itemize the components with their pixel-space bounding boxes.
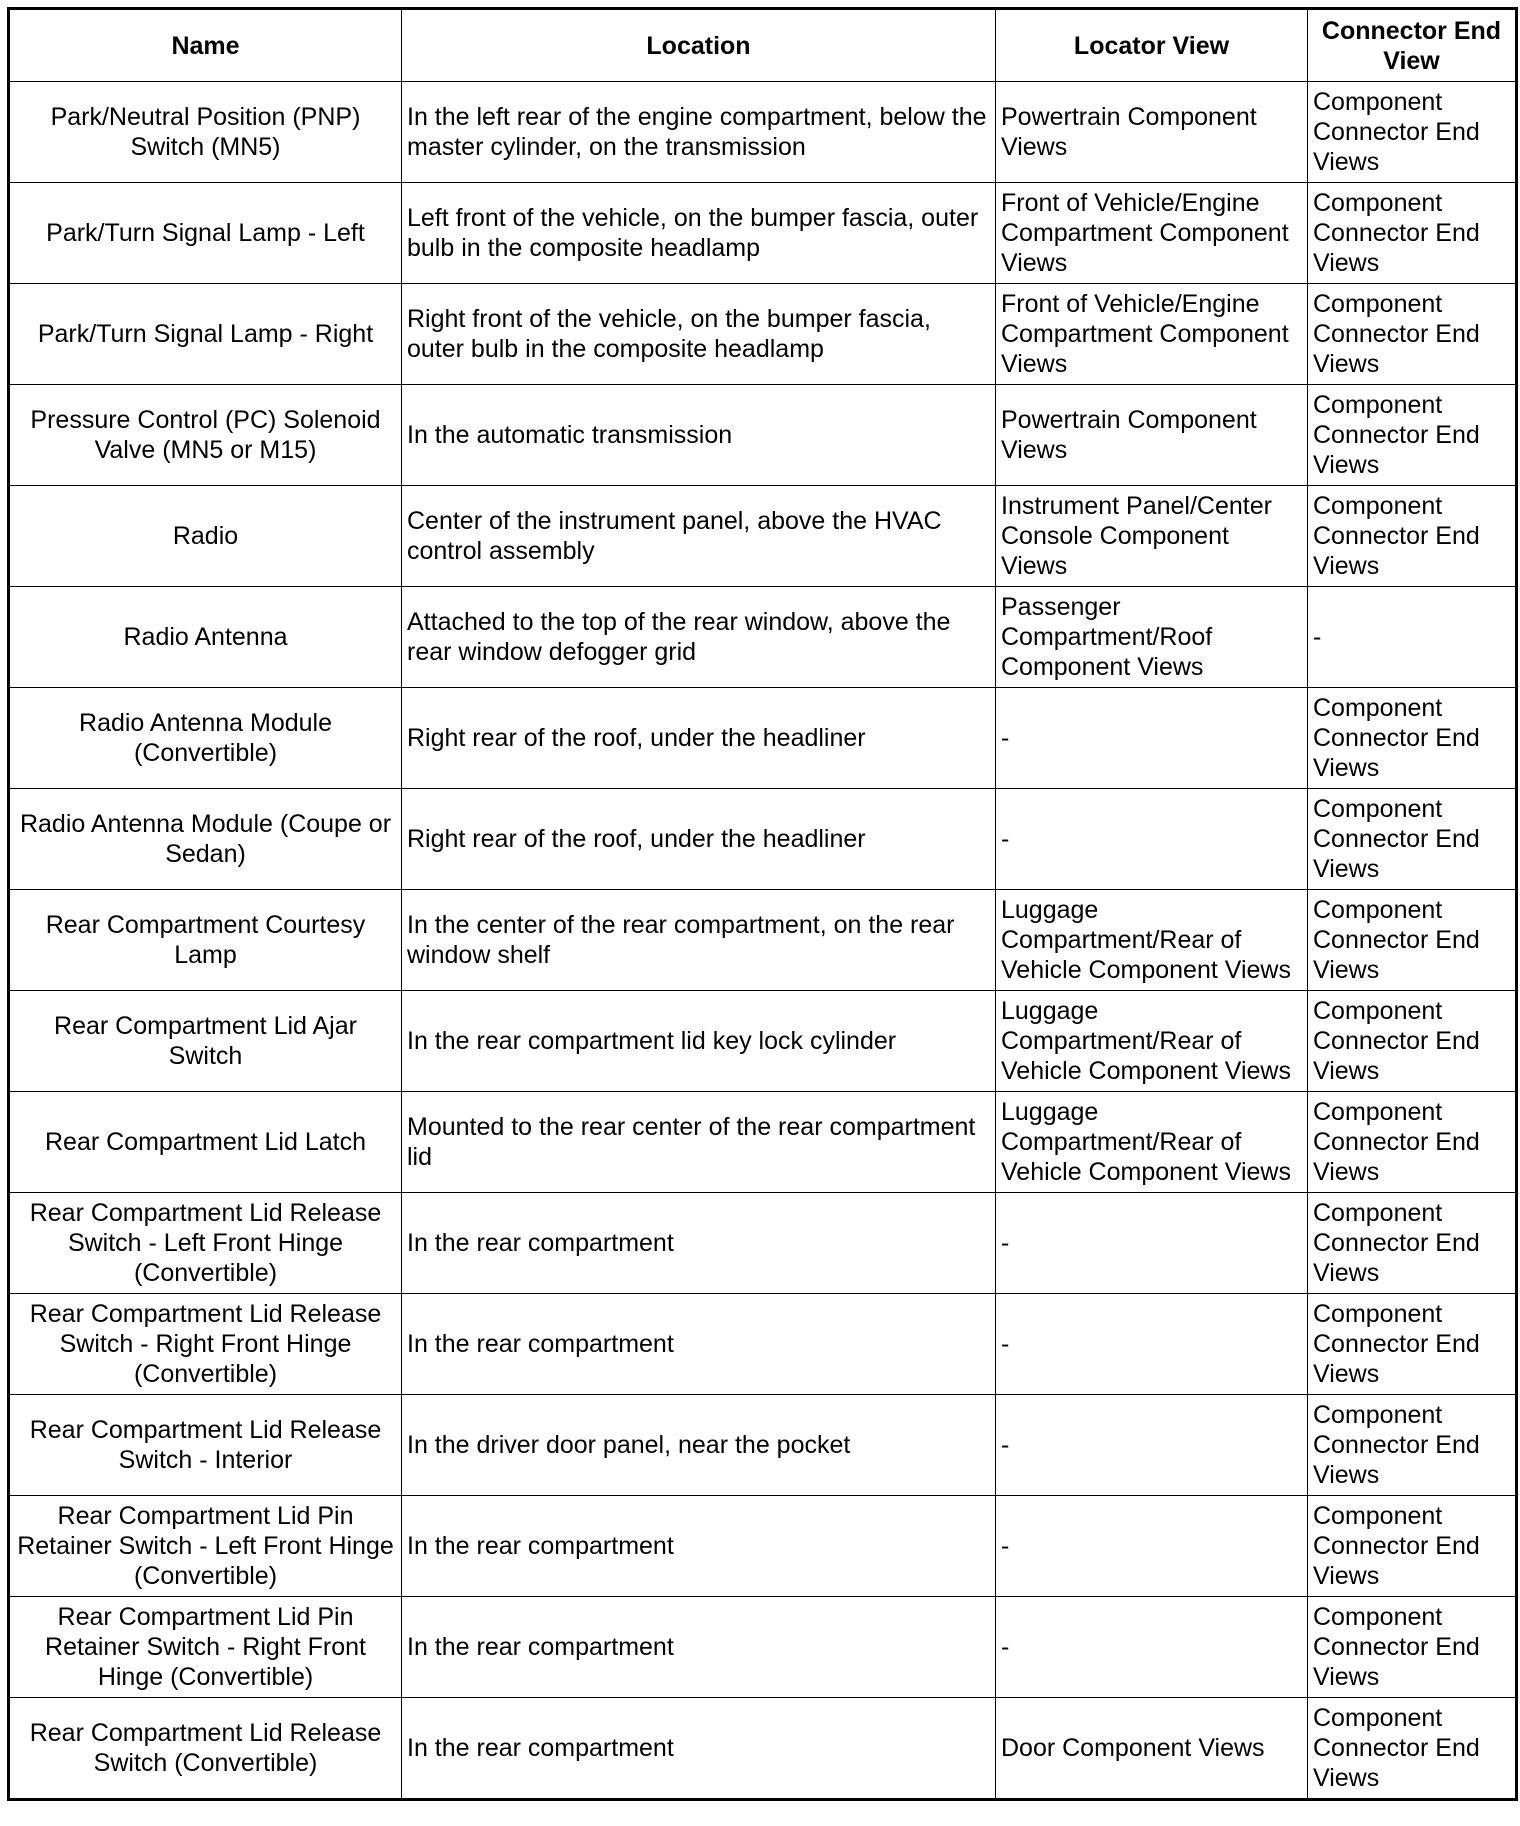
cell-name: Park/Neutral Position (PNP) Switch (MN5) [9, 82, 402, 183]
header-locator-view: Locator View [996, 9, 1308, 82]
cell-connector-end-view: - [1308, 587, 1517, 688]
table-row [9, 1092, 1517, 1193]
cell-location: In the driver door panel, near the pocket [402, 1395, 996, 1496]
cell-locator-view: Luggage Compartment/Rear of Vehicle Component Views [996, 1092, 1308, 1193]
cell-connector-end-view: Component Connector End Views [1308, 183, 1517, 284]
cell-connector-end-view: Component Connector End Views [1308, 1092, 1517, 1193]
cell-location: Right front of the vehicle, on the bumper fascia, outer bulb in the composite headlamp [402, 284, 996, 385]
cell-connector-end-view: Component Connector End Views [1308, 486, 1517, 587]
cell-locator-view: Luggage Compartment/Rear of Vehicle Component Views [996, 890, 1308, 991]
cell-locator-view: - [996, 688, 1308, 789]
cell-connector-end-view: Component Connector End Views [1308, 991, 1517, 1092]
cell-locator-view: Front of Vehicle/Engine Compartment Component Views [996, 183, 1308, 284]
cell-name: Radio Antenna [9, 587, 402, 688]
table-row [9, 284, 1517, 385]
cell-location: In the center of the rear compartment, on the rear window shelf [402, 890, 996, 991]
table-row [9, 1597, 1517, 1698]
cell-location: In the rear compartment [402, 1496, 996, 1597]
cell-location: In the rear compartment [402, 1294, 996, 1395]
cell-connector-end-view: Component Connector End Views [1308, 284, 1517, 385]
cell-location: In the rear compartment [402, 1193, 996, 1294]
table-row [9, 486, 1517, 587]
table-row [9, 385, 1517, 486]
table-row [9, 1193, 1517, 1294]
cell-location: Mounted to the rear center of the rear compartment lid [402, 1092, 996, 1193]
table-row [9, 688, 1517, 789]
cell-name: Rear Compartment Lid Release Switch (Convertible) [9, 1698, 402, 1800]
header-row [9, 9, 1517, 82]
cell-locator-view: Door Component Views [996, 1698, 1308, 1800]
table-row [9, 1395, 1517, 1496]
table-body [9, 82, 1517, 1800]
cell-location: Center of the instrument panel, above the HVAC control assembly [402, 486, 996, 587]
cell-name: Rear Compartment Courtesy Lamp [9, 890, 402, 991]
cell-location: In the rear compartment lid key lock cylinder [402, 991, 996, 1092]
table-row [9, 82, 1517, 183]
header-location: Location [402, 9, 996, 82]
cell-location: Right rear of the roof, under the headliner [402, 688, 996, 789]
cell-location: In the rear compartment [402, 1597, 996, 1698]
cell-location: In the rear compartment [402, 1698, 996, 1800]
cell-connector-end-view: Component Connector End Views [1308, 789, 1517, 890]
cell-connector-end-view: Component Connector End Views [1308, 1698, 1517, 1800]
cell-name: Park/Turn Signal Lamp - Left [9, 183, 402, 284]
cell-locator-view: - [996, 789, 1308, 890]
header-connector-end-view: Connector End View [1308, 9, 1517, 82]
cell-connector-end-view: Component Connector End Views [1308, 1193, 1517, 1294]
table-header [9, 9, 1517, 82]
cell-name: Rear Compartment Lid Release Switch - Right Front Hinge (Convertible) [9, 1294, 402, 1395]
cell-connector-end-view: Component Connector End Views [1308, 1597, 1517, 1698]
table-row [9, 183, 1517, 284]
cell-locator-view: Passenger Compartment/Roof Component Views [996, 587, 1308, 688]
cell-locator-view: - [996, 1395, 1308, 1496]
cell-locator-view: Instrument Panel/Center Console Component Views [996, 486, 1308, 587]
table-row [9, 1496, 1517, 1597]
cell-name: Rear Compartment Lid Release Switch - Left Front Hinge (Convertible) [9, 1193, 402, 1294]
cell-locator-view: Front of Vehicle/Engine Compartment Component Views [996, 284, 1308, 385]
cell-location: Left front of the vehicle, on the bumper fascia, outer bulb in the composite headlamp [402, 183, 996, 284]
cell-connector-end-view: Component Connector End Views [1308, 688, 1517, 789]
cell-locator-view: Luggage Compartment/Rear of Vehicle Component Views [996, 991, 1308, 1092]
cell-name: Park/Turn Signal Lamp - Right [9, 284, 402, 385]
cell-name: Radio Antenna Module (Convertible) [9, 688, 402, 789]
cell-locator-view: Powertrain Component Views [996, 82, 1308, 183]
cell-name: Rear Compartment Lid Ajar Switch [9, 991, 402, 1092]
cell-locator-view: - [996, 1193, 1308, 1294]
table-row [9, 1294, 1517, 1395]
table-row [9, 991, 1517, 1092]
cell-name: Pressure Control (PC) Solenoid Valve (MN5 or M15) [9, 385, 402, 486]
header-name: Name [9, 9, 402, 82]
cell-locator-view: - [996, 1597, 1308, 1698]
cell-connector-end-view: Component Connector End Views [1308, 1496, 1517, 1597]
cell-location: In the left rear of the engine compartment, below the master cylinder, on the transmission [402, 82, 996, 183]
cell-locator-view: - [996, 1294, 1308, 1395]
cell-name: Radio [9, 486, 402, 587]
cell-name: Radio Antenna Module (Coupe or Sedan) [9, 789, 402, 890]
cell-connector-end-view: Component Connector End Views [1308, 1294, 1517, 1395]
cell-name: Rear Compartment Lid Release Switch - Interior [9, 1395, 402, 1496]
table-row [9, 890, 1517, 991]
cell-location: In the automatic transmission [402, 385, 996, 486]
cell-connector-end-view: Component Connector End Views [1308, 82, 1517, 183]
cell-locator-view: - [996, 1496, 1308, 1597]
cell-connector-end-view: Component Connector End Views [1308, 385, 1517, 486]
cell-name: Rear Compartment Lid Latch [9, 1092, 402, 1193]
cell-name: Rear Compartment Lid Pin Retainer Switch - Left Front Hinge (Convertible) [9, 1496, 402, 1597]
table-row [9, 789, 1517, 890]
cell-connector-end-view: Component Connector End Views [1308, 1395, 1517, 1496]
cell-locator-view: Powertrain Component Views [996, 385, 1308, 486]
component-locator-table [7, 7, 1518, 1801]
table-row [9, 587, 1517, 688]
cell-connector-end-view: Component Connector End Views [1308, 890, 1517, 991]
cell-location: Attached to the top of the rear window, above the rear window defogger grid [402, 587, 996, 688]
table-row [9, 1698, 1517, 1800]
cell-location: Right rear of the roof, under the headliner [402, 789, 996, 890]
cell-name: Rear Compartment Lid Pin Retainer Switch - Right Front Hinge (Convertible) [9, 1597, 402, 1698]
